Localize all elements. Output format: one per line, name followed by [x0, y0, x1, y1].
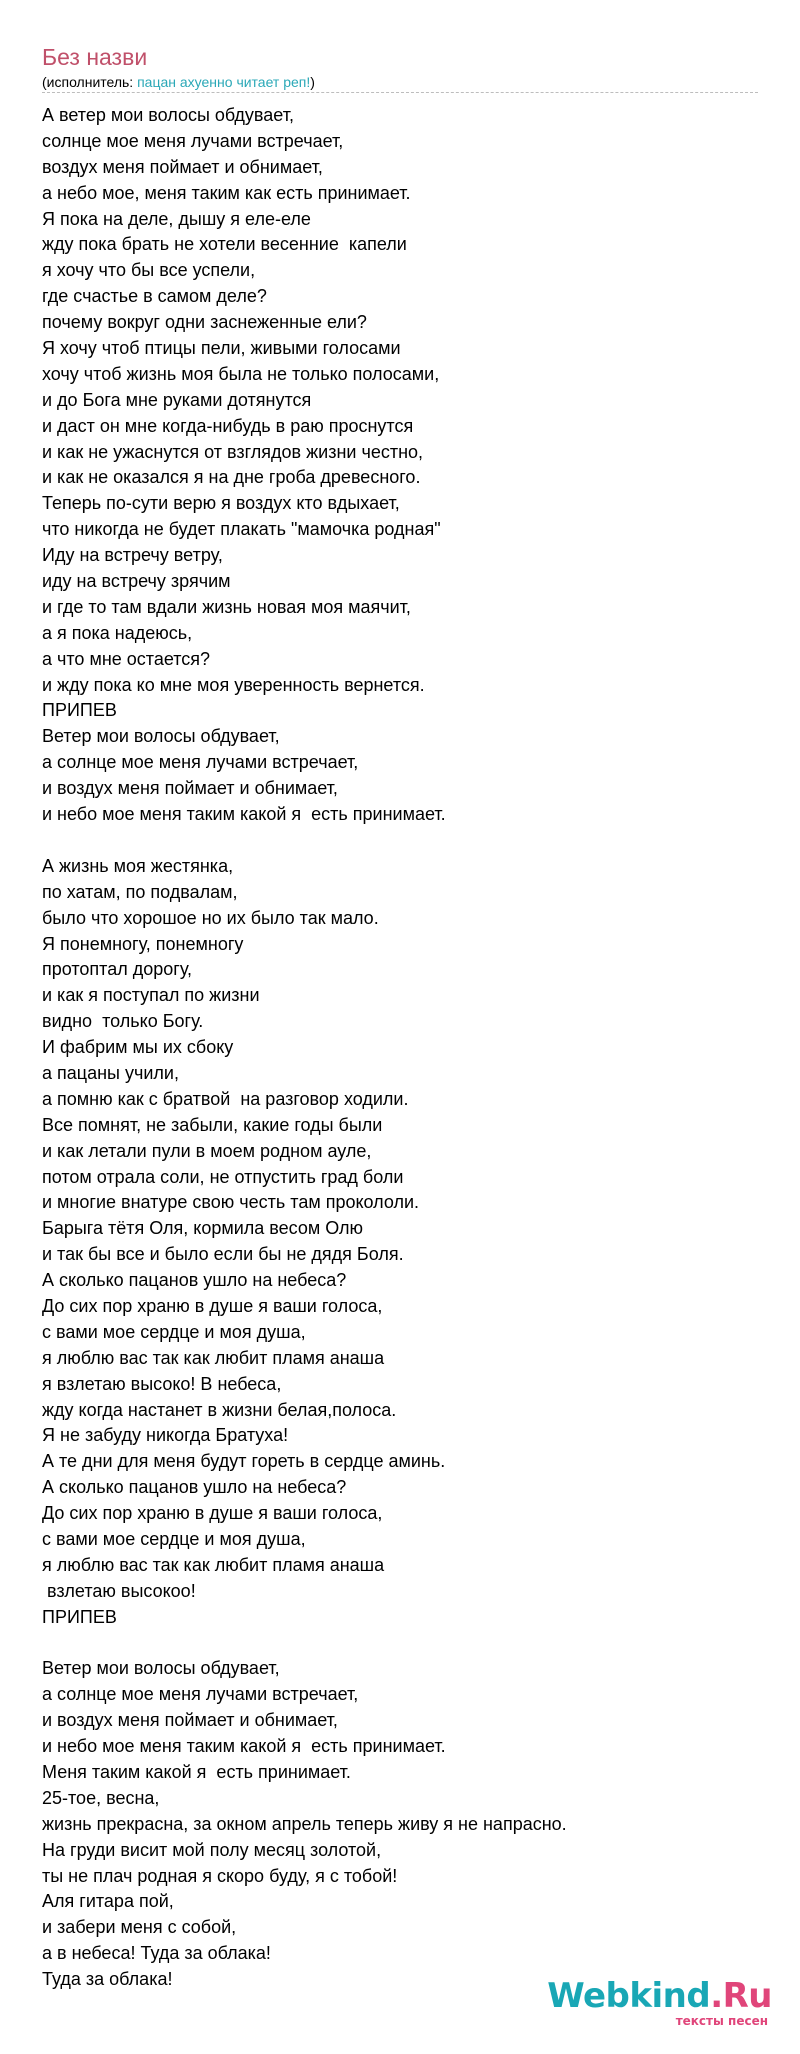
lyric-line: Меня таким какой я есть принимает.: [42, 1762, 351, 1782]
lyric-line: и жду пока ко мне моя уверенность вернется.: [42, 674, 425, 695]
lyric-line: а солнце мое меня лучами встречает,: [42, 752, 359, 773]
lyric-line: а в небеса! Туда за облака!: [42, 1943, 271, 1964]
lyric-line: До сих пор храню в душе я ваши голоса,: [42, 1503, 383, 1524]
lyric-line: протоптал дорогу,: [42, 959, 193, 980]
lyric-line: На груди висит мой полу месяц золотой,: [42, 1839, 382, 1860]
lyric-line: а помню как с братвой на разговор ходили.: [42, 1088, 409, 1109]
performer-suffix: ): [310, 74, 315, 90]
webkind-logo[interactable]: [547, 1976, 772, 2032]
lyric-line: [42, 1631, 742, 1657]
lyric-line: Аля гитара пой,: [42, 1891, 174, 1912]
lyric-line: А сколько пацанов ушло на небеса?: [42, 1477, 347, 1498]
lyric-line: было что хорошое но их было так мало.: [42, 907, 379, 928]
lyric-line: жду пока брать не хотели весенние капели: [42, 234, 407, 255]
lyric-line: И фабрим мы их сбоку: [42, 1037, 234, 1058]
lyric-line: ПРИПЕВ: [42, 1606, 117, 1627]
lyric-line: и многие внатуре свою честь там прокололи.: [42, 1192, 420, 1213]
lyric-line: Иду на встречу ветру,: [42, 545, 223, 566]
lyric-line: потом отрала соли, не отпустить град боли: [42, 1166, 404, 1187]
lyric-line: и воздух меня поймает и обнимает,: [42, 778, 338, 799]
lyric-line: почему вокруг одни заснеженные ели?: [42, 312, 367, 333]
lyric-line: я хочу что бы все успели,: [42, 260, 256, 281]
lyrics-text: [42, 103, 742, 1993]
lyric-line: что никогда не будет плакать "мамочка родная": [42, 519, 441, 540]
lyric-line: жизнь прекрасна, за окном апрель теперь живу я не напрасно.: [42, 1813, 567, 1834]
performer-line: [42, 72, 758, 93]
lyric-line: а пацаны учили,: [42, 1062, 179, 1083]
lyric-line: и даст он мне когда-нибудь в раю проснутся: [42, 415, 414, 436]
logo-main-text: Webkind: [547, 1976, 711, 2016]
lyric-line: Туда за облака!: [42, 1969, 173, 1990]
lyric-line: и где то там вдали жизнь новая моя маячит,: [42, 596, 411, 617]
lyric-line: и как я поступал по жизни: [42, 985, 260, 1006]
lyric-line: Я хочу чтоб птицы пели, живыми голосами: [42, 338, 401, 359]
lyric-line: и до Бога мне руками дотянутся: [42, 389, 312, 410]
lyric-line: и забери меня с собой,: [42, 1917, 237, 1938]
lyric-line: взлетаю высокоо!: [42, 1580, 196, 1601]
artist-link[interactable]: пацан ахуенно читает реп!: [137, 74, 311, 90]
lyric-line: Я понемногу, понемногу: [42, 933, 244, 954]
lyric-line: и небо мое меня таким какой я есть принимает.: [42, 804, 446, 825]
lyric-line: а небо мое, меня таким как есть принимает.: [42, 182, 411, 203]
performer-prefix: (исполнитель:: [42, 74, 138, 90]
lyric-line: А жизнь моя жестянка,: [42, 855, 234, 876]
lyric-line: До сих пор храню в душе я ваши голоса,: [42, 1295, 383, 1316]
lyric-line: и воздух меня поймает и обнимает,: [42, 1710, 338, 1731]
lyric-line: жду когда настанет в жизни белая,полоса.: [42, 1399, 397, 1420]
lyric-line: Все помнят, не забыли, какие годы были: [42, 1114, 383, 1135]
lyric-line: и как летали пули в моем родном ауле,: [42, 1140, 372, 1161]
lyric-line: с вами мое сердце и моя душа,: [42, 1321, 306, 1342]
lyric-line: а что мне остается?: [42, 648, 211, 669]
lyric-line: Барыга тётя Оля, кормила весом Олю: [42, 1218, 364, 1239]
logo-wordmark: [547, 1976, 772, 2016]
lyric-line: 25-тое, весна,: [42, 1787, 160, 1808]
lyric-line: ПРИПЕВ: [42, 700, 117, 721]
lyric-line: Теперь по-сути верю я воздух кто вдыхает,: [42, 493, 400, 514]
lyric-line: Я не забуду никогда Братуха!: [42, 1425, 289, 1446]
lyric-line: А те дни для меня будут гореть в сердце аминь.: [42, 1451, 446, 1472]
lyric-line: и как не оказался я на дне гроба древесного.: [42, 467, 421, 488]
lyric-line: а я пока надеюсь,: [42, 622, 193, 643]
lyric-line: я люблю вас так как любит пламя анаша: [42, 1554, 385, 1575]
lyric-line: я взлетаю высоко! В небеса,: [42, 1373, 282, 1394]
lyric-line: я люблю вас так как любит пламя анаша: [42, 1347, 385, 1368]
lyric-line: видно только Богу.: [42, 1011, 204, 1032]
lyric-line: солнце мое меня лучами встречает,: [42, 130, 344, 151]
lyric-line: где счастье в самом деле?: [42, 286, 267, 307]
lyric-line: Я пока на деле, дышу я еле-еле: [42, 208, 311, 229]
lyric-line: иду на встречу зрячим: [42, 571, 231, 592]
lyric-line: а солнце мое меня лучами встречает,: [42, 1684, 359, 1705]
logo-domain-text: .Ru: [710, 1976, 772, 2016]
lyric-line: по хатам, по подвалам,: [42, 881, 238, 902]
lyric-line: и так бы все и было если бы не дядя Боля.: [42, 1244, 404, 1265]
logo-tagline: тексты песен: [675, 2014, 768, 2028]
lyric-line: и как не ужаснутся от взглядов жизни честно,: [42, 441, 424, 462]
lyric-line: Ветер мои волосы обдувает,: [42, 726, 280, 747]
lyric-line: и небо мое меня таким какой я есть принимает.: [42, 1736, 446, 1757]
lyric-line: А ветер мои волосы обдувает,: [42, 105, 294, 125]
lyric-line: Ветер мои волосы обдувает,: [42, 1658, 280, 1679]
lyric-line: А сколько пацанов ушло на небеса?: [42, 1270, 347, 1291]
page-title: Без назви: [42, 44, 148, 70]
lyric-line: ты не плач родная я скоро буду, я с тобой!: [42, 1865, 398, 1886]
lyric-line: воздух меня поймает и обнимает,: [42, 156, 323, 177]
lyric-line: с вами мое сердце и моя душа,: [42, 1528, 306, 1549]
lyric-line: [42, 828, 742, 854]
lyric-line: хочу чтоб жизнь моя была не только полосами,: [42, 363, 440, 384]
